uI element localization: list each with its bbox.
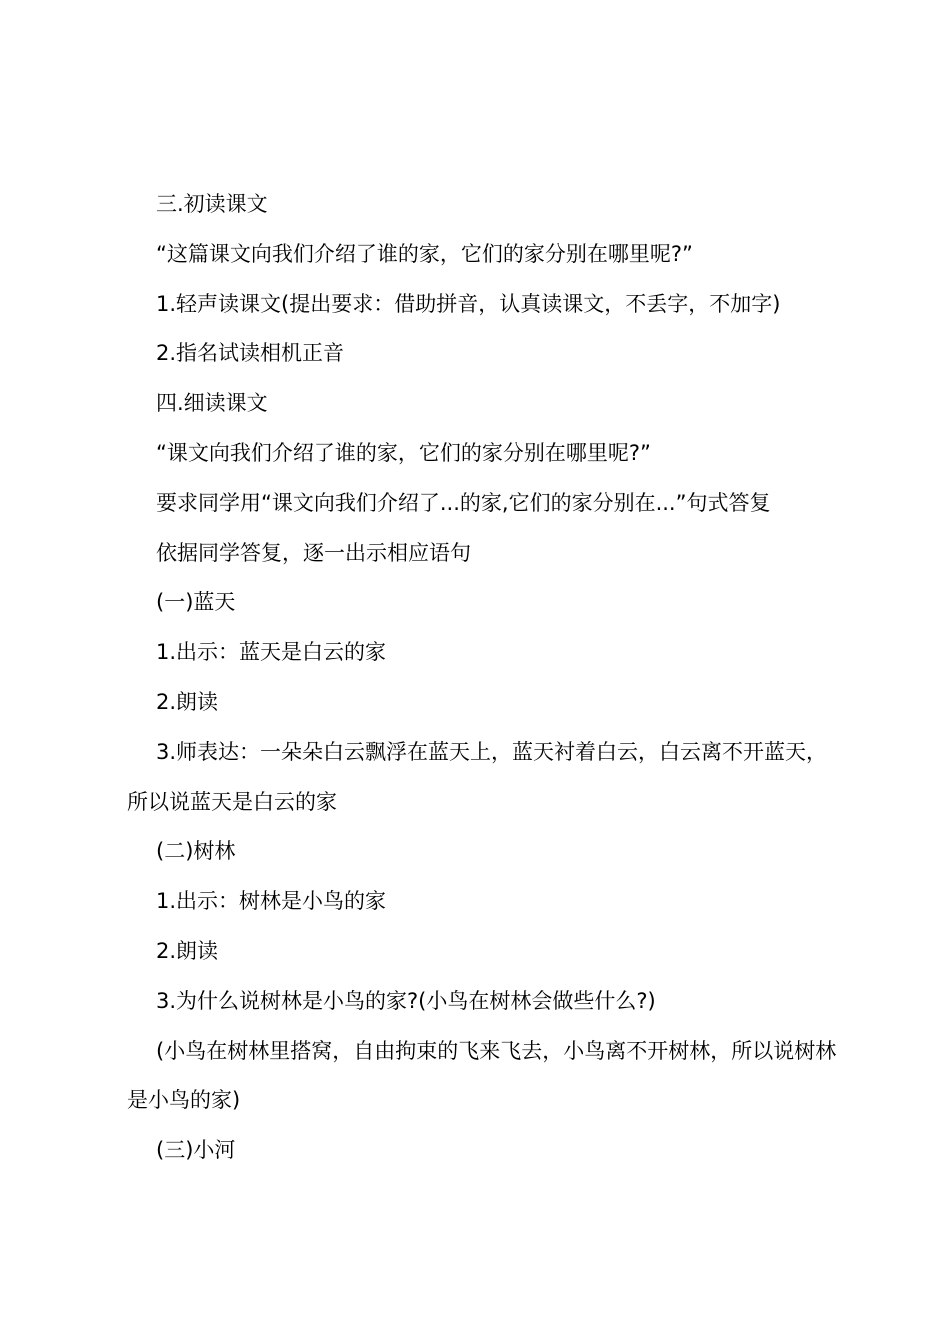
subsection-forest: (二)树林 <box>156 839 236 864</box>
subsection-river: (三)小河 <box>156 1138 236 1163</box>
document-body <box>127 180 837 1176</box>
blue-sky-step-2: 2.朗读 <box>156 689 219 714</box>
blue-sky-step-1: 1.出示：蓝天是白云的家 <box>156 640 387 665</box>
teacher-question-2: “课文向我们介绍了谁的家，它们的家分别在哪里呢?” <box>156 440 651 465</box>
section-heading-first-reading: 三.初读课文 <box>156 192 268 216</box>
forest-step-2: 2.朗读 <box>156 938 219 963</box>
answer-pattern-instruction: 要求同学用“课文向我们介绍了...的家,它们的家分别在...”句式答复 <box>156 490 771 515</box>
forest-step-3: 3.为什么说树林是小鸟的家?(小鸟在树林会做些什么?) <box>156 988 656 1013</box>
forest-explanation: (小鸟在树林里搭窝，自由拘束的飞来飞去，小鸟离不开树林，所以说树林是小鸟的家) <box>127 1038 837 1113</box>
forest-step-1: 1.出示：树林是小鸟的家 <box>156 889 387 914</box>
subsection-blue-sky: (一)蓝天 <box>156 590 236 615</box>
show-sentences-instruction: 依据同学答复，逐一出示相应语句 <box>156 540 471 565</box>
section-heading-detailed-reading: 四.细读课文 <box>156 391 268 416</box>
blue-sky-step-3: 3.师表达：一朵朵白云飘浮在蓝天上，蓝天衬着白云，白云离不开蓝天，所以说蓝天是白云的家 <box>127 739 828 814</box>
teacher-question: “这篇课文向我们介绍了谁的家，它们的家分别在哪里呢?” <box>156 241 693 266</box>
step-trial-reading: 2.指名试读相机正音 <box>156 341 345 366</box>
step-read-aloud: 1.轻声读课文(提出要求：借助拼音，认真读课文，不丢字，不加字) <box>156 291 781 316</box>
